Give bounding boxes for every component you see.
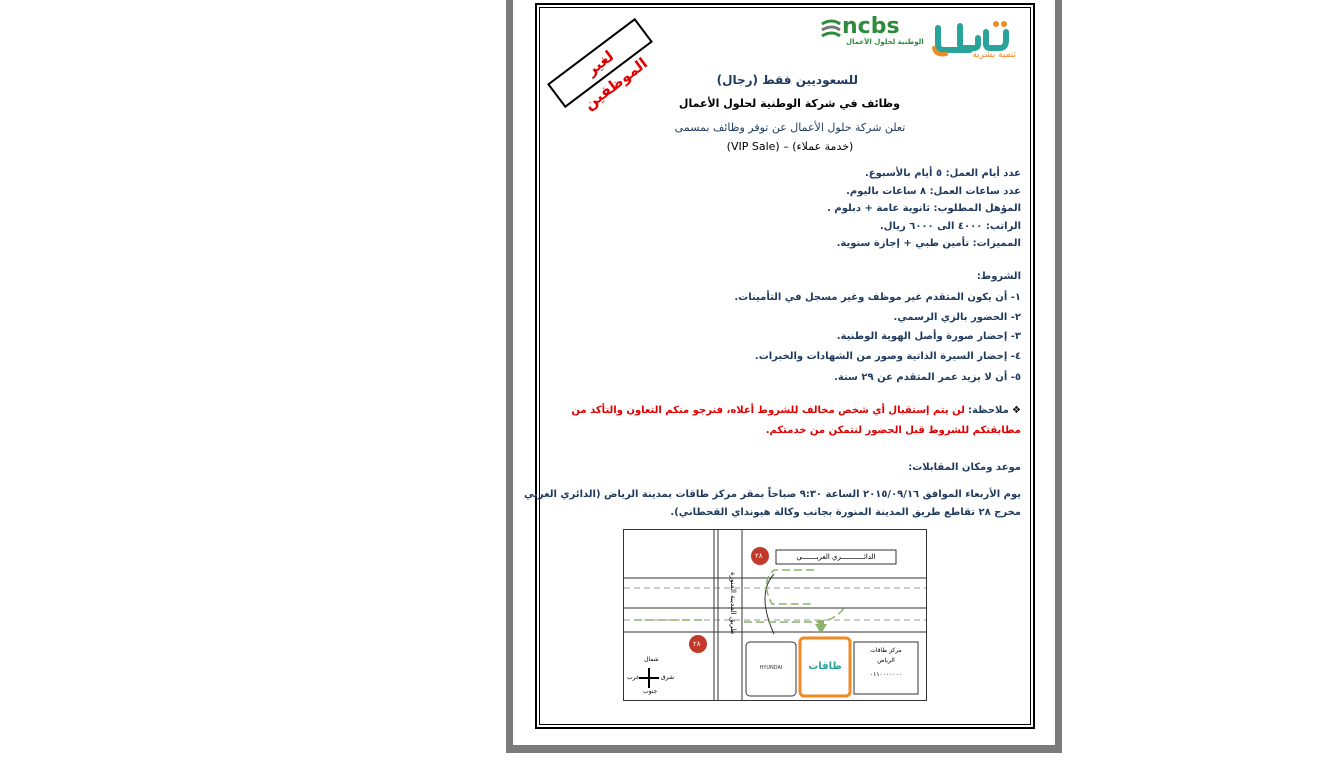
condition-item: ٤- إحضار السيرة الذاتية وصور من الشهادات والخبرات. — [754, 351, 1021, 362]
map-ring-road-label: الدائـــــــــــري الغربـــــــي — [796, 553, 876, 561]
detail-work-hours: عدد ساعات العمل: ٨ ساعات باليوم. — [846, 186, 1021, 197]
taqat-tagline: تنمية بشرية — [972, 50, 1016, 60]
detail-benefits: المميزات: تأمين طبي + إجازة سنوية. — [836, 238, 1021, 249]
note-text-2: مطابقتكم للشروط قبل الحضور لنتمكن من خدمتكم. — [765, 425, 1021, 436]
map-taqat-center: طاقات — [808, 661, 842, 672]
ncbs-wordmark: ncbs — [842, 14, 900, 39]
map-hyundai-dealer: HYUNDAI — [759, 665, 783, 671]
note-bullet-icon: ❖ — [1012, 405, 1021, 416]
stamp-text: لغير الموظفين — [580, 46, 651, 114]
conditions-title: الشروط: — [976, 271, 1021, 282]
map-info-line-2: الرياض — [877, 657, 895, 664]
note-text-1: لن يتم إستقبال أي شخص مخالف للشروط أعلاه، فنرجو منكم التعاون والتأكد من — [571, 405, 965, 416]
detail-salary: الراتب: ٤٠٠٠ الى ٦٠٠٠ ريال. — [880, 221, 1021, 232]
location-map — [623, 529, 927, 701]
compass-south: جنوب — [643, 688, 658, 695]
note-line-1 — [571, 404, 1021, 418]
audience-heading: للسعوديين فقط (رجال) — [716, 73, 858, 87]
jobs-title: وظائف في شركة الوطنية لحلول الأعمال — [678, 97, 900, 110]
interview-title: موعد ومكان المقابلات: — [908, 462, 1021, 473]
note-label: ملاحظة: — [968, 405, 1009, 416]
condition-item: ٣- إحضار صورة وأصل الهوية الوطنية. — [836, 331, 1021, 342]
interview-line-2: مخرج ٢٨ تقاطع طريق المدينة المنورة بجانب وكالة هيونداي القحطاني). — [670, 507, 1021, 518]
detail-qualification: المؤهل المطلوب: ثانوية عامة + دبلوم . — [827, 203, 1021, 214]
compass-west: غرب — [627, 674, 640, 681]
compass-north: شمال — [644, 656, 659, 663]
condition-item: ٢- الحضور بالزي الرسمي. — [893, 312, 1021, 323]
interview-line-1: يوم الأربعاء الموافق ٢٠١٥/٠٩/١٦ الساعة ٩:٣٠ صباحاً بمقر مركز طاقات بمدينة الرياض (الدائري الغربي — [524, 489, 1021, 500]
map-info-line-1: مركز طاقات — [870, 647, 902, 654]
position-title: (خدمة عملاء) – (VIP Sale) — [726, 140, 854, 153]
map-exit-top: ٢٨ — [755, 552, 763, 560]
map-medina-road-label: طريق المدينة المنورة — [729, 572, 737, 635]
announcement-text: تعلن شركة حلول الأعمال عن توفر وظائف بمسمى — [674, 121, 906, 134]
condition-item: ٥- أن لا يزيد عمر المتقدم عن ٢٩ سنة. — [834, 372, 1021, 383]
compass-east: شرق — [661, 674, 674, 681]
map-exit-bottom: ٢٨ — [693, 640, 701, 648]
ncbs-tagline: الوطنية لحلول الأعمال — [846, 38, 924, 46]
map-info-line-3: ٠١١٠٠٠٠٠٠٠ — [869, 671, 903, 678]
ncbs-swirl-icon — [820, 18, 842, 44]
ncbs-logo — [818, 16, 922, 50]
detail-work-days: عدد أيام العمل: ٥ أيام بالأسبوع. — [864, 168, 1021, 179]
taqat-logo — [930, 18, 1020, 62]
condition-item: ١- أن يكون المتقدم غير موظف وغير مسجل في التأمينات. — [734, 292, 1021, 303]
